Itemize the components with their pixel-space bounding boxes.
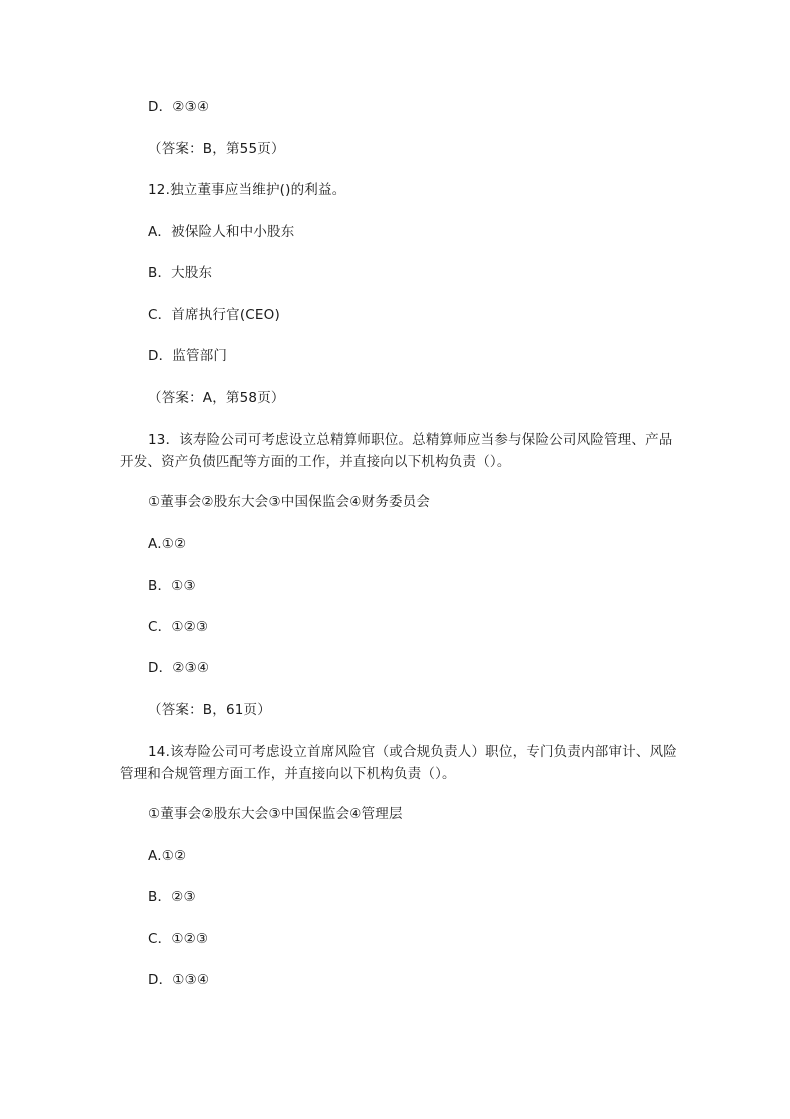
q14-option-b: B．②③ [148, 889, 196, 905]
q12-option-a: A．被保险人和中小股东 [148, 224, 295, 240]
q12-option-d: D．监管部门 [148, 348, 228, 364]
q11-answer: （答案：B，第55页） [148, 141, 285, 157]
q12-option-c: C．首席执行官(CEO) [148, 307, 280, 323]
q12-option-b: B．大股东 [148, 265, 213, 281]
q13-option-b: B．①③ [148, 578, 196, 594]
q13-option-a: A.①② [148, 536, 187, 552]
q14-option-a: A.①② [148, 848, 187, 864]
q14-question: 14.该寿险公司可考虑设立首席风险官（或合规负责人）职位，专门负责内部审计、风险管理和合规管理方面工作，并直接向以下机构负责（）。 [120, 744, 677, 782]
q14-option-d: D．①③④ [148, 972, 210, 988]
q13-question: 13．该寿险公司可考虑设立总精算师职位。总精算师应当参与保险公司风险管理、产品开发、资产负债匹配等方面的工作，并直接向以下机构负责（）。 [120, 432, 673, 470]
q12-answer: （答案：A，第58页） [148, 390, 285, 406]
q13-items: ①董事会②股东大会③中国保监会④财务委员会 [148, 494, 431, 510]
q14-option-c: C．①②③ [148, 931, 209, 947]
q13-option-c: C．①②③ [148, 619, 209, 635]
q14-items: ①董事会②股东大会③中国保监会④管理层 [148, 806, 403, 822]
q13-option-d: D．②③④ [148, 660, 210, 676]
q13-answer: （答案：B，61页） [148, 702, 271, 718]
q11-option-d: D．②③④ [148, 99, 210, 115]
q12-question: 12.独立董事应当维护()的利益。 [148, 182, 346, 198]
